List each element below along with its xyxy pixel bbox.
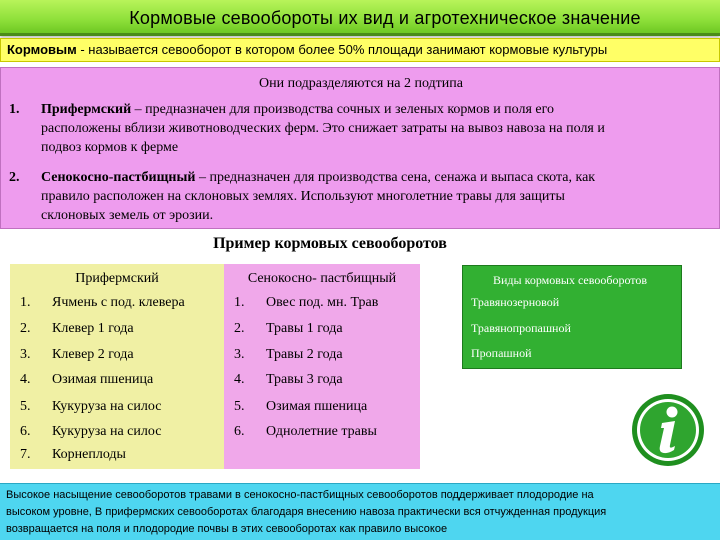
item-number: 5. (20, 399, 31, 414)
rotation-kind-item: Травянозерновой (471, 295, 560, 309)
item-number: 2. (20, 321, 31, 336)
item-number: 6. (20, 424, 31, 439)
item-number: 7. (20, 447, 31, 462)
item-number: 3. (234, 347, 245, 362)
bottom-note-line1: Высокое насыщение севооборотов травами в сенокосно-пастбищных севооборотов поддерживает плодородие на (6, 489, 594, 501)
page-title: Кормовые севообороты их вид и агротехническое значение (129, 8, 641, 28)
item-label: Озимая пшеница (52, 372, 154, 387)
rotation-kind-item: Травянопропашной (471, 321, 571, 335)
definition-box (0, 38, 720, 62)
subtype-2-name: Сенокосно-пастбищный (41, 170, 196, 185)
subtype-2-line3: склоновых земель от эрозии. (41, 208, 214, 223)
item-number: 1. (234, 295, 245, 310)
example-heading: Пример кормовых севооборотов (213, 235, 447, 252)
farm-rotation-title: Прифермский (75, 271, 159, 286)
subtypes-box (0, 67, 720, 229)
item-number: 4. (20, 372, 31, 387)
subtype-2-line2: правило расположен на склоновых землях. Используют многолетние травы для защиты (41, 189, 565, 204)
subtype-1-line2: расположены вблизи животноводческих ферм. Это снижает затраты на вывоз навоза на поля и (41, 121, 605, 136)
item-number: 1. (20, 295, 31, 310)
subtype-2-description (41, 168, 701, 225)
item-label: Овес под. мн. Трав (266, 295, 379, 310)
item-number: 4. (234, 372, 245, 387)
bottom-note-line3: возвращается на поля и плодородие почвы в этих севооборотах как правило высокое (6, 523, 448, 535)
bottom-note-line2: высоком уровне, В прифермских севооборотах благодаря внесению навоза практически вся отчужденная продукция (6, 506, 607, 518)
definition-term: Кормовым (7, 42, 77, 57)
item-label: Травы 2 года (266, 347, 343, 362)
item-number: 5. (234, 399, 245, 414)
hay-rotation-title: Сенокосно- пастбищный (247, 271, 397, 286)
subtype-1-description (41, 100, 701, 157)
rotation-kind-item: Пропашной (471, 346, 532, 360)
item-label: Кукуруза на силос (52, 424, 162, 439)
item-label: Клевер 2 года (52, 347, 134, 362)
item-label: Клевер 1 года (52, 321, 134, 336)
bottom-note (0, 483, 720, 540)
subtype-1-number: 1. (9, 102, 20, 117)
item-label: Травы 3 года (266, 372, 343, 387)
item-number: 3. (20, 347, 31, 362)
subtype-1-line3: подвоз кормов к ферме (41, 140, 179, 155)
subtype-1-name: Прифермский (41, 102, 132, 117)
info-icon (630, 392, 706, 468)
rotation-kinds-box (462, 265, 682, 369)
item-label: Травы 1 года (266, 321, 343, 336)
subtype-2-line1: – предназначен для производства сена, сенажа и выпаса скота, как (195, 170, 596, 185)
item-label: Озимая пшеница (266, 399, 368, 414)
item-number: 6. (234, 424, 245, 439)
farm-rotation-column (10, 264, 224, 469)
item-label: Ячмень с под. клевера (52, 295, 185, 310)
rotation-kinds-title: Виды кормовых севооборотов (493, 273, 648, 287)
subtypes-intro: Они подразделяются на 2 подтипа (258, 76, 463, 91)
definition-text: - называется севооборот в котором более 50% площади занимают кормовые культуры (76, 42, 608, 57)
item-label: Кукуруза на силос (52, 399, 162, 414)
item-label: Однолетние травы (266, 424, 377, 439)
item-number: 2. (234, 321, 245, 336)
subtype-2-number: 2. (9, 170, 20, 185)
item-label: Корнеплоды (52, 447, 126, 462)
subtype-1-line1: – предназначен для производства сочных и зеленых кормов и поля его (131, 102, 555, 117)
hay-pasture-rotation-column (224, 264, 420, 469)
